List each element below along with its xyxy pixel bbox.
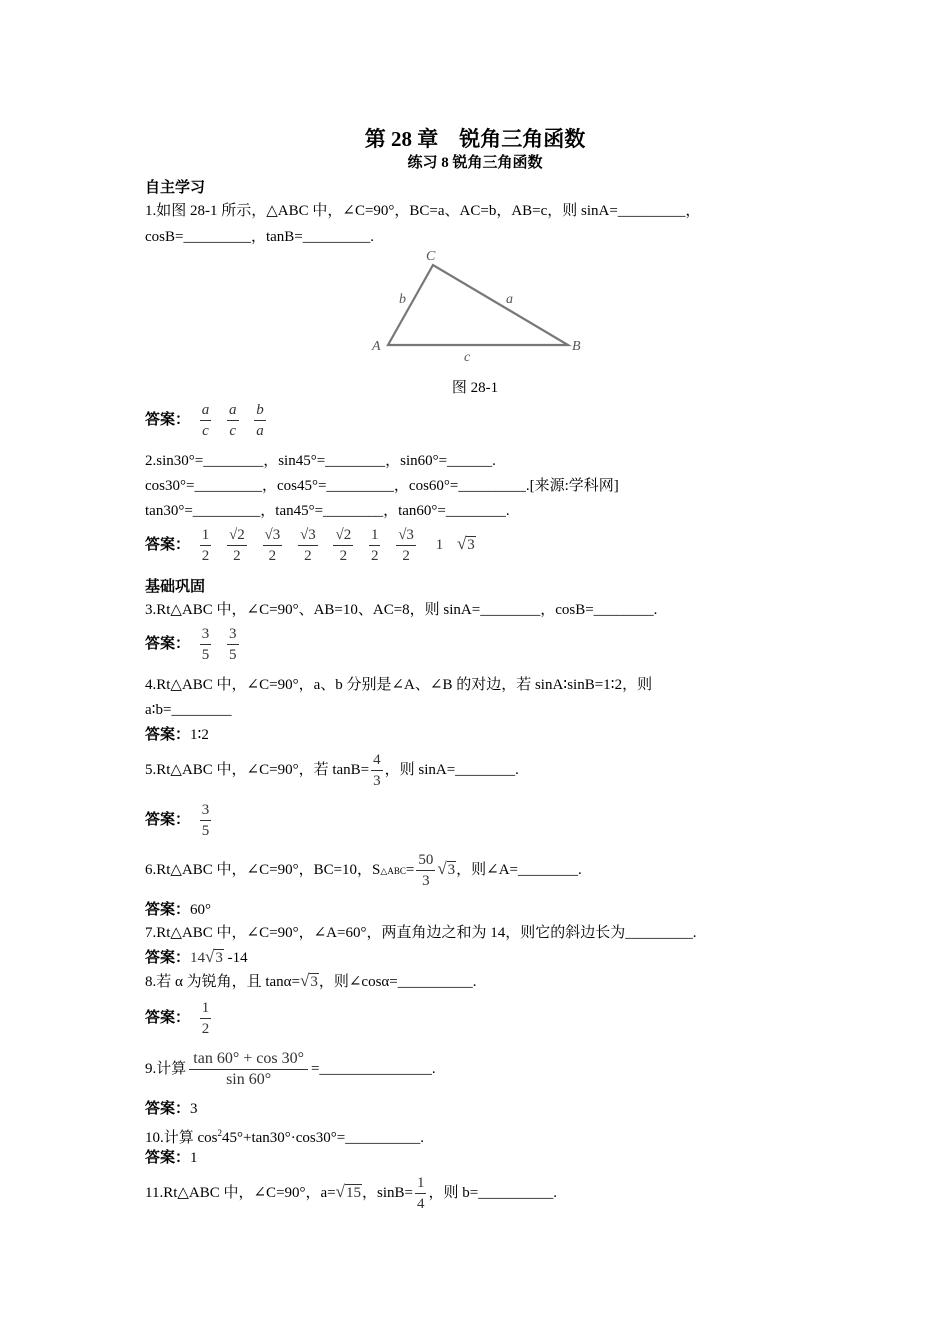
answer-10 (145, 1147, 198, 1168)
radicand: 15 (346, 1184, 361, 1201)
numerator: 50 (416, 850, 435, 871)
question-1-line1: 1.如图 28-1 所示，△ABC 中，∠C=90°，BC=a、AC=b，AB=c，则 sinA=_________， (145, 203, 701, 219)
numerator: a (227, 400, 239, 421)
question-text: ，sinB= (362, 1184, 413, 1201)
triangle-figure (360, 245, 600, 365)
numerator: 3 (200, 624, 212, 645)
question-text: ，则∠cosα=__________. (318, 974, 477, 990)
question-text: 11.Rt△ABC 中，∠C=90°，a= (145, 1184, 336, 1201)
answer-label: 答案： (145, 409, 191, 428)
question-text: ，则 b=__________. (428, 1184, 557, 1201)
answer-label: 答案： (145, 809, 191, 828)
question-fraction (189, 1049, 308, 1090)
question-fraction (415, 1173, 427, 1214)
numerator: √3 (298, 525, 318, 546)
numerator: 1 (200, 525, 212, 546)
question-text: 45°+tan30°·cos30°=__________. (222, 1130, 424, 1146)
page-subtitle: 练习 8 锐角三角函数 (407, 155, 543, 171)
section-self-study: 自主学习 (145, 178, 206, 196)
answer-9 (145, 1098, 198, 1119)
sqrt-expression: √3 (437, 858, 456, 878)
question-text: 10.计算 cos (145, 1130, 218, 1146)
side-label-c: c (464, 350, 471, 365)
question-5 (145, 750, 519, 791)
denominator: 5 (229, 647, 237, 663)
denominator: 2 (402, 548, 410, 564)
answer-fraction (263, 525, 283, 566)
question-11 (145, 1173, 557, 1214)
numerator: √2 (333, 525, 353, 546)
question-text: 9.计算 (145, 1060, 187, 1077)
answer-3 (145, 624, 245, 665)
answer-fraction (227, 525, 247, 566)
question-4-line1: 4.Rt△ABC 中，∠C=90°，a、b 分别是∠A、∠B 的对边，若 sinA∶sinB=1∶2，则 (145, 677, 653, 693)
answer-label: 答案： (145, 1099, 191, 1117)
question-1-line2: cosB=_________，tanB=_________. (145, 229, 374, 245)
question-8 (145, 971, 477, 992)
question-2-line1: 2.sin30°=________，sin45°=________，sin60°=______. (145, 453, 496, 469)
answer-label: 答案： (145, 1148, 191, 1166)
numerator: 1 (415, 1173, 427, 1194)
answer-value: -14 (223, 950, 248, 966)
question-text: 5.Rt△ABC 中，∠C=90°，若 tanB= (145, 761, 370, 778)
denominator: c (202, 423, 209, 439)
denominator: 2 (370, 548, 379, 564)
question-3: 3.Rt△ABC 中，∠C=90°、AB=10、AC=8，则 sinA=________，cosB=________. (145, 602, 658, 618)
question-text: ，则∠A=________. (456, 861, 582, 878)
denominator: 5 (201, 823, 210, 839)
answer-label: 答案： (145, 725, 191, 743)
numerator: b (254, 400, 266, 421)
question-2-line3: tan30°=_________，tan45°=________，tan60°=________. (145, 503, 510, 519)
page-title: 第 28 章 锐角三角函数 (364, 127, 586, 151)
numerator: √3 (396, 525, 416, 546)
vertex-label-c: C (426, 249, 436, 264)
denominator: 2 (339, 548, 348, 564)
denominator: 3 (422, 873, 430, 889)
denominator: 2 (201, 1021, 210, 1037)
question-fraction (416, 850, 435, 891)
radicand: 3 (310, 974, 318, 990)
answer-value: 60° (190, 902, 212, 918)
numerator: a (200, 400, 212, 421)
answer-fraction (396, 525, 416, 566)
answer-fraction (200, 800, 212, 841)
radicand: 3 (447, 861, 456, 878)
numerator: 1 (200, 998, 212, 1019)
vertex-label-b: B (572, 339, 581, 354)
question-7: 7.Rt△ABC 中，∠C=90°，∠A=60°，两直角边之和为 14，则它的斜边长为_________. (145, 925, 697, 941)
question-2-line2: cos30°=_________，cos45°=_________，cos60°=_________.[来源:学科网] (145, 478, 619, 494)
answer-fraction (254, 400, 266, 441)
numerator: 3 (200, 800, 212, 821)
answer-6 (145, 899, 211, 920)
numerator: 3 (227, 624, 239, 645)
denominator: 2 (201, 548, 210, 564)
answer-fraction (200, 525, 212, 566)
sqrt-expression: √3 (456, 533, 475, 553)
question-text: = (405, 861, 415, 878)
question-text: =_______________. (310, 1060, 436, 1077)
answer-label: 答案： (145, 948, 191, 966)
answer-5 (145, 800, 217, 841)
question-text: ，则 sinA=________. (384, 761, 519, 778)
triangle-abc (388, 265, 568, 345)
answer-label: 答案： (145, 633, 191, 652)
answer-fraction (227, 400, 239, 441)
numerator: 1 (369, 525, 381, 546)
denominator: 5 (201, 647, 210, 663)
subscript: △ABC (380, 865, 406, 876)
sqrt-expression: √3 (205, 947, 223, 966)
answer-fraction (227, 624, 239, 665)
side-label-b: b (399, 292, 406, 307)
answer-fraction (200, 400, 212, 441)
answer-value: 14 (190, 950, 206, 966)
superscript: 2 (217, 1128, 222, 1138)
figure-caption: 图 28-1 (451, 380, 499, 396)
numerator: √2 (227, 525, 247, 546)
answer-value: 1 (190, 1150, 198, 1166)
denominator: 2 (233, 548, 241, 564)
denominator: 2 (268, 548, 277, 564)
section-basics: 基础巩固 (145, 577, 206, 595)
denominator: 2 (304, 548, 312, 564)
denominator: a (256, 423, 264, 439)
denominator: 4 (416, 1196, 425, 1212)
numerator: 4 (371, 750, 383, 771)
radicand: 3 (467, 536, 475, 553)
question-9 (145, 1049, 436, 1090)
answer-2 (145, 525, 476, 566)
question-4-line2: a∶b=________ (145, 702, 232, 718)
answer-8 (145, 998, 217, 1039)
answer-label: 答案： (145, 1007, 191, 1026)
question-10 (145, 1123, 424, 1148)
answer-value: 3 (190, 1101, 198, 1117)
answer-label: 答案： (145, 900, 191, 918)
answer-fraction (298, 525, 318, 566)
answer-label: 答案： (145, 534, 191, 553)
answer-fraction (200, 998, 212, 1039)
numerator: tan 60° + cos 30° (189, 1049, 308, 1070)
denominator: 3 (373, 773, 381, 789)
denominator: c (229, 423, 237, 439)
answer-4 (145, 724, 209, 745)
answer-1 (145, 400, 272, 441)
answer-fraction (333, 525, 353, 566)
numerator: √3 (263, 525, 283, 546)
question-text: 6.Rt△ABC 中，∠C=90°，BC=10，S (145, 861, 381, 878)
answer-fraction (200, 624, 212, 665)
radicand: 3 (215, 950, 223, 966)
sqrt-expression: √3 (300, 971, 318, 990)
side-label-a: a (506, 292, 513, 307)
sqrt-expression: √15 (335, 1181, 361, 1201)
question-6 (145, 850, 582, 891)
answer-value: 1∶2 (190, 727, 209, 743)
denominator: sin 60° (226, 1071, 272, 1088)
answer-value: 1 (435, 536, 444, 553)
question-text: 8.若 α 为锐角，且 tanα= (145, 974, 301, 990)
answer-fraction (369, 525, 381, 566)
question-fraction (371, 750, 383, 791)
vertex-label-a: A (372, 339, 381, 354)
answer-7 (145, 947, 248, 968)
